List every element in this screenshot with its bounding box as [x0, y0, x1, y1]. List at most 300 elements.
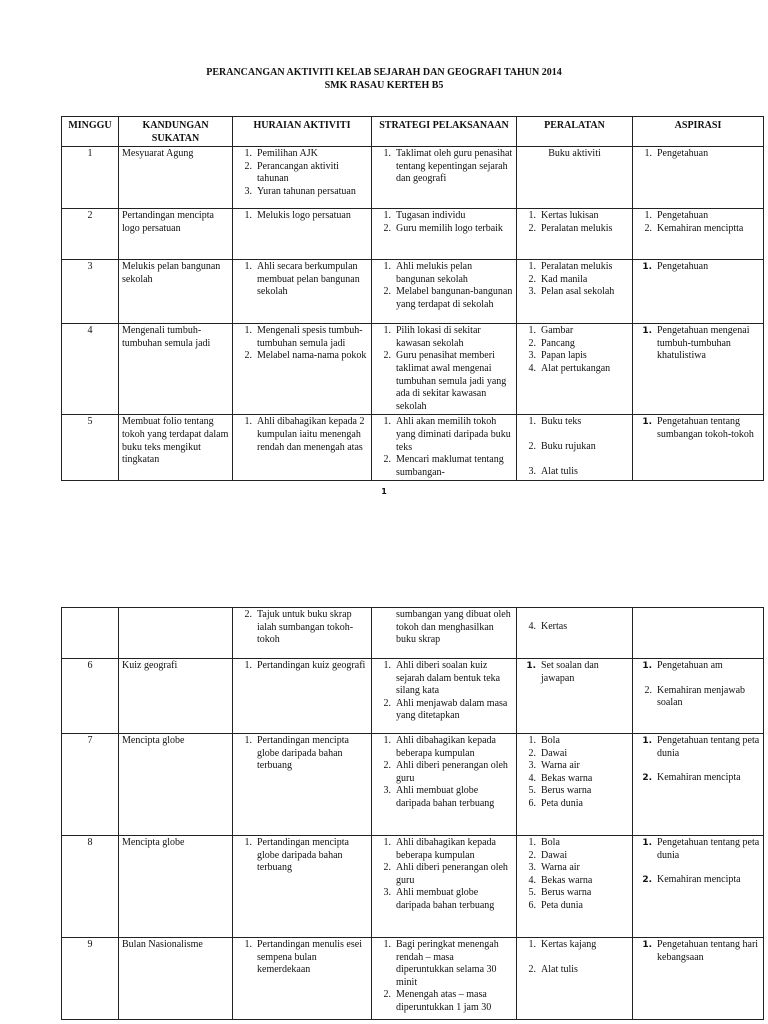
list-item-text: Pemilihan AJK [257, 148, 318, 160]
cell-peralatan [517, 260, 633, 324]
list-item-number: 2. [244, 609, 252, 620]
cell-strategi-pelaksanaan [372, 938, 517, 1020]
cell-minggu: 3 [62, 260, 119, 324]
list-item-number: 1. [244, 210, 252, 222]
list-item [520, 416, 629, 429]
list-item-number: 2. [383, 350, 391, 362]
cell-aspirasi [633, 938, 764, 1020]
cell-strategi-pelaksanaan [372, 324, 517, 415]
list-item [636, 772, 760, 785]
list-item [520, 798, 629, 811]
list-item [236, 350, 368, 363]
document-title [0, 66, 768, 92]
list-item-number: 1. [642, 262, 652, 273]
numbered-list [236, 837, 368, 875]
list-item-number: 1. [383, 210, 391, 222]
list-item [520, 964, 629, 977]
numbered-list [520, 416, 629, 478]
cell-aspirasi [633, 836, 764, 938]
list-item-text: Ahli membuat globe daripada bahan terbuang [396, 887, 495, 911]
list-item-number: 1. [244, 148, 252, 160]
numbered-list [375, 261, 513, 311]
list-item [520, 660, 629, 685]
numbered-list [636, 660, 760, 710]
list-item [636, 735, 760, 760]
cell-kandungan-sukatan: Bulan Nasionalisme [119, 938, 233, 1020]
cell-huraian-aktiviti [233, 324, 372, 415]
list-item-number: 1. [244, 416, 252, 428]
table-row [62, 147, 764, 209]
list-item-number: 2. [528, 273, 536, 285]
list-item [236, 837, 368, 875]
list-item-text: Alat tulis [541, 963, 578, 975]
list-item-number: 4. [528, 772, 536, 784]
list-item-text: Papan lapis [541, 350, 587, 362]
list-item-number: 2. [644, 222, 652, 234]
cell-aspirasi [633, 209, 764, 260]
cell-minggu: 7 [62, 734, 119, 836]
cell-huraian-aktiviti [233, 659, 372, 734]
cell-peralatan [517, 608, 633, 659]
numbered-list [636, 148, 760, 161]
list-item [375, 989, 513, 1014]
list-item [636, 660, 760, 673]
list-item-text: Mencari maklumat tentang sumbangan- [396, 454, 504, 478]
list-item-number: 2. [383, 454, 391, 466]
list-item [375, 760, 513, 785]
list-item-number: 2. [528, 337, 536, 349]
list-item-text: Ahli menjawab dalam masa yang ditetapkan [396, 697, 508, 722]
cell-huraian-aktiviti [233, 147, 372, 209]
list-item-text: Ahli secara berkumpulan membuat pelan bangunan sekolah [257, 261, 360, 298]
list-spacer [636, 673, 760, 685]
page-number: 1 [381, 487, 387, 496]
list-item-number: 1. [383, 325, 391, 337]
list-item-number: 2. [244, 160, 252, 172]
list-item-text: Kertas [541, 621, 568, 632]
list-item-text: Melabel nama-nama pokok [257, 350, 367, 362]
cell-aspirasi [633, 734, 764, 836]
cell-kandungan-sukatan: Mengenali tumbuh-tumbuhan semula jadi [119, 324, 233, 415]
list-item [236, 186, 368, 199]
document-title-line-1: PERANCANGAN AKTIVITI KELAB SEJARAH DAN GEOGRAFI TAHUN 2014 [206, 67, 562, 78]
list-item [520, 887, 629, 900]
table-row [62, 324, 764, 415]
list-item [520, 837, 629, 850]
list-item-text: Tajuk untuk buku skrap ialah sumbangan tokoh-tokoh [257, 609, 354, 646]
list-item [375, 223, 513, 236]
cell-strategi-pelaksanaan [372, 147, 517, 209]
list-item-text: Guru memilih logo terbaik [396, 222, 503, 234]
cell-peralatan: Buku aktiviti [517, 147, 633, 209]
table-row [62, 938, 764, 1020]
list-item [375, 862, 513, 887]
numbered-list [375, 735, 513, 811]
list-item-text: Perancangan aktiviti tahunan [257, 160, 339, 185]
list-item-text: Kemahiran menjawab soalan [657, 684, 746, 709]
list-spacer [520, 429, 629, 441]
list-spacer [520, 952, 629, 964]
list-item-text: Pengetahuan [657, 210, 709, 222]
cell-strategi-pelaksanaan [372, 608, 517, 659]
list-item-text: Pertandingan kuiz geografi [257, 660, 366, 671]
list-item [236, 735, 368, 773]
list-item-number: 1. [642, 940, 652, 950]
list-item-number: 2. [642, 875, 652, 886]
list-spacer [636, 760, 760, 772]
list-item-text: Ahli diberi penerangan oleh guru [396, 760, 508, 784]
list-item [520, 338, 629, 351]
list-item-text: Pelan asal sekolah [541, 286, 615, 298]
list-item [375, 837, 513, 862]
list-item-text: Berus warna [541, 887, 592, 899]
list-item-text: Pertandingan mencipta globe daripada bahan terbuang [257, 735, 349, 772]
cell-kandungan-sukatan: Mencipta globe [119, 734, 233, 836]
list-item [520, 850, 629, 863]
list-item-number: 1. [642, 417, 652, 428]
list-item [520, 785, 629, 798]
list-item [375, 454, 513, 479]
list-item [520, 862, 629, 875]
list-item-text: Bekas warna [541, 874, 593, 886]
list-item [375, 350, 513, 413]
cell-huraian-aktiviti [233, 608, 372, 659]
list-item-text: Gambar [541, 325, 574, 337]
table-row [62, 608, 764, 659]
list-item-text: Ahli dibahagikan kepada 2 kumpulan iaitu menengah rendah dan menengah atas [257, 416, 365, 453]
list-item-text: Peralatan melukis [541, 261, 613, 273]
numbered-list [636, 939, 760, 964]
list-item-text: Melukis logo persatuan [257, 210, 351, 222]
list-item [520, 748, 629, 761]
list-item-number: 5. [528, 785, 536, 797]
table-row [62, 415, 764, 481]
cell-aspirasi [633, 415, 764, 481]
cell-minggu: 8 [62, 836, 119, 938]
list-item-text: Kemahiran mencipta [657, 772, 741, 784]
numbered-list [520, 837, 629, 913]
cell-aspirasi [633, 324, 764, 415]
cell-kandungan-sukatan: Pertandingan mencipta logo persatuan [119, 209, 233, 260]
numbered-list [236, 735, 368, 773]
list-item-number: 2. [383, 697, 391, 709]
list-item-text: Bagi peringkat menengah rendah – masa diperuntukkan selama 30 minit [396, 939, 499, 988]
list-item-text: Pengetahuan tentang peta dunia [657, 735, 760, 759]
cell-peralatan [517, 734, 633, 836]
numbered-list [520, 939, 629, 976]
list-item-number: 5. [528, 887, 536, 899]
list-item-text: Berus warna [541, 785, 592, 797]
list-item [375, 416, 513, 454]
numbered-list [636, 261, 760, 274]
list-item-text: Pengetahuan [657, 261, 709, 273]
list-spacer [520, 609, 629, 621]
cell-peralatan [517, 659, 633, 734]
list-item-text: Buku teks [541, 416, 582, 428]
list-item-number: 3. [528, 286, 536, 298]
list-item-number: 2. [383, 222, 391, 234]
list-item-number: 1. [642, 838, 652, 848]
list-item-text: Alat tulis [541, 465, 578, 477]
list-item [375, 325, 513, 350]
list-item [520, 735, 629, 748]
numbered-list [375, 325, 513, 413]
list-item [636, 148, 760, 161]
table-row [62, 659, 764, 734]
list-item-text: Kertas kajang [541, 939, 597, 950]
cell-huraian-aktiviti [233, 415, 372, 481]
list-item-text: Ahli diberi soalan kuiz sejarah dalam bentuk teka silang kata [396, 660, 501, 697]
list-item [236, 261, 368, 299]
list-item-text: Kemahiran mencipta [657, 874, 741, 886]
list-item-text: Peta dunia [541, 899, 583, 911]
list-item [375, 939, 513, 989]
list-item [236, 148, 368, 161]
list-item-text: Kertas lukisan [541, 210, 599, 222]
list-item-text: Pengetahuan tentang peta dunia [657, 837, 760, 861]
cell-peralatan [517, 324, 633, 415]
strategi-continuation-text: sumbangan yang dibuat oleh tokoh dan menghasilkan buku skrap [396, 609, 511, 646]
header-aspirasi: ASPIRASI [633, 117, 764, 147]
list-item-text: Mengenali spesis tumbuh-tumbuhan semula jadi [257, 325, 363, 349]
list-item-number: 2. [642, 773, 652, 784]
table-header-row [62, 117, 764, 147]
cell-peralatan [517, 209, 633, 260]
document-title-line-2: SMK RASAU KERTEH B5 [324, 80, 444, 91]
list-item-number: 1. [644, 210, 652, 222]
list-item-number: 2. [528, 222, 536, 234]
list-item-number: 2. [528, 747, 536, 759]
numbered-list [375, 148, 513, 186]
list-item [636, 874, 760, 887]
cell-kandungan-sukatan: Melukis pelan bangunan sekolah [119, 260, 233, 324]
cell-huraian-aktiviti [233, 938, 372, 1020]
list-item [236, 161, 368, 186]
cell-minggu: 4 [62, 324, 119, 415]
numbered-list [520, 210, 629, 235]
numbered-list [636, 837, 760, 887]
list-item [375, 148, 513, 186]
list-item-text: Alat pertukangan [541, 362, 611, 374]
list-item-text: Pilih lokasi di sekitar kawasan sekolah [396, 325, 481, 349]
list-item-text: Dawai [541, 849, 568, 861]
list-item-number: 2. [383, 862, 391, 874]
list-item-number: 1. [244, 837, 252, 848]
cell-strategi-pelaksanaan [372, 260, 517, 324]
numbered-list [236, 939, 368, 977]
list-item-number: 2. [528, 963, 536, 975]
cell-strategi-pelaksanaan [372, 659, 517, 734]
numbered-list [636, 735, 760, 785]
numbered-list [236, 148, 368, 198]
activity-plan-table-page-1 [61, 116, 764, 481]
list-item [375, 698, 513, 723]
list-item-number: 4. [528, 362, 536, 374]
list-item-text: Pancang [541, 337, 575, 349]
list-item [636, 261, 760, 274]
header-strategi-pelaksanaan: STRATEGI PELAKSANAAN [372, 117, 517, 147]
list-item-text: Ahli dibahagikan kepada beberapa kumpulan [396, 735, 496, 759]
list-item-number: 1. [383, 939, 391, 950]
list-item-text: Guru penasihat memberi taklimat awal mengenai tumbuhan semula jadi yang ada di sekitar kawasan sekolah [396, 350, 507, 412]
list-item-number: 1. [383, 735, 391, 746]
list-item-text: Pengetahuan am [657, 660, 723, 671]
cell-huraian-aktiviti [233, 209, 372, 260]
list-item [375, 785, 513, 810]
list-item-text: Ahli membuat globe daripada bahan terbuang [396, 785, 495, 809]
list-item-text: Pengetahuan [657, 148, 709, 160]
list-item-text: Peta dunia [541, 797, 583, 809]
list-item [636, 685, 760, 710]
list-item-text: Pengetahuan mengenai tumbuh-tumbuhan khatulistiwa [657, 325, 750, 362]
list-item [520, 773, 629, 786]
numbered-list [520, 325, 629, 375]
list-item-number: 1. [642, 326, 652, 337]
cell-minggu: 9 [62, 938, 119, 1020]
list-item [636, 223, 760, 236]
list-item-number: 1. [244, 325, 252, 337]
list-item [520, 274, 629, 287]
list-item-text: Ahli melukis pelan bangunan sekolah [396, 261, 473, 285]
list-item [520, 466, 629, 479]
cell-strategi-pelaksanaan [372, 415, 517, 481]
list-item-text: Bekas warna [541, 772, 593, 784]
list-item-number: 1. [528, 261, 536, 273]
list-item-text: Ahli dibahagikan kepada beberapa kumpulan [396, 837, 496, 861]
list-item [520, 760, 629, 773]
table-row [62, 260, 764, 324]
list-item-text: Ahli diberi penerangan oleh guru [396, 862, 508, 886]
cell-strategi-pelaksanaan [372, 209, 517, 260]
table-row [62, 734, 764, 836]
list-item [375, 735, 513, 760]
list-item [375, 261, 513, 286]
list-item-text: Set soalan dan jawapan [541, 660, 599, 684]
cell-aspirasi [633, 608, 764, 659]
list-item-text: Melabel bangunan-bangunan yang terdapat di sekolah [396, 286, 513, 310]
list-item-text: Bola [541, 837, 560, 848]
list-item-number: 3. [528, 350, 536, 362]
cell-minggu [62, 608, 119, 659]
list-item-text: Kad manila [541, 273, 588, 285]
list-item-text: Warna air [541, 760, 580, 772]
list-item-number: 2. [383, 989, 391, 1001]
list-item-text: Warna air [541, 862, 580, 874]
list-item-number: 1. [383, 660, 391, 671]
cell-huraian-aktiviti [233, 260, 372, 324]
header-huraian-aktiviti: HURAIAN AKTIVITI [233, 117, 372, 147]
list-item [520, 325, 629, 338]
list-item-text: Ahli akan memilih tokoh yang diminati daripada buku teks [396, 416, 511, 453]
numbered-list [236, 325, 368, 363]
list-item-text: Pertandingan mencipta globe daripada bahan terbuang [257, 837, 349, 874]
list-item-number: 1. [528, 837, 536, 848]
list-item [236, 416, 368, 454]
list-item-text: Menengah atas – masa diperuntukkan 1 jam 30 [396, 989, 492, 1013]
list-item-number: 3. [383, 785, 391, 797]
list-item-number: 4. [528, 874, 536, 886]
cell-huraian-aktiviti [233, 734, 372, 836]
list-item [375, 286, 513, 311]
cell-minggu: 2 [62, 209, 119, 260]
list-item-number: 1. [383, 416, 391, 428]
list-item-text: Tugasan individu [396, 210, 466, 222]
list-item-number: 4. [528, 621, 536, 632]
list-item-number: 2. [528, 440, 536, 452]
cell-aspirasi [633, 260, 764, 324]
list-item-number: 1. [528, 325, 536, 337]
list-item-text: Buku rujukan [541, 440, 596, 452]
cell-kandungan-sukatan: Mencipta globe [119, 836, 233, 938]
cell-aspirasi [633, 147, 764, 209]
list-item-number: 3. [528, 862, 536, 874]
cell-kandungan-sukatan [119, 608, 233, 659]
list-item-number: 1. [526, 661, 536, 671]
numbered-list [375, 939, 513, 1015]
numbered-list [636, 210, 760, 235]
list-item [520, 350, 629, 363]
header-peralatan: PERALATAN [517, 117, 633, 147]
list-item [636, 416, 760, 441]
list-item [520, 939, 629, 952]
list-item-number: 1. [642, 661, 652, 671]
cell-kandungan-sukatan: Membuat folio tentang tokoh yang terdapat dalam buku teks mengikut tingkatan [119, 415, 233, 481]
cell-kandungan-sukatan: Mesyuarat Agung [119, 147, 233, 209]
list-item-number: 3. [528, 760, 536, 772]
header-minggu: MINGGU [62, 117, 119, 147]
list-item [636, 325, 760, 363]
numbered-list [520, 609, 629, 634]
list-item [520, 621, 629, 634]
list-spacer [520, 454, 629, 466]
list-item-number: 1. [244, 261, 252, 273]
list-item [520, 875, 629, 888]
cell-huraian-aktiviti [233, 836, 372, 938]
list-spacer [636, 862, 760, 874]
table-row [62, 836, 764, 938]
list-item-number: 6. [528, 797, 536, 809]
numbered-list [520, 660, 629, 685]
list-item-number: 1. [244, 735, 252, 746]
numbered-list [236, 210, 368, 223]
list-item-number: 1. [383, 148, 391, 160]
numbered-list [236, 660, 368, 673]
numbered-list [236, 261, 368, 299]
numbered-list [375, 416, 513, 479]
list-item [636, 837, 760, 862]
list-item-text: Pengetahuan tentang hari kebangsaan [657, 939, 759, 963]
list-item [520, 210, 629, 223]
list-item-number: 1. [642, 736, 652, 746]
list-item-number: 1. [383, 261, 391, 273]
numbered-list [520, 261, 629, 299]
list-item [520, 261, 629, 274]
table-row [62, 209, 764, 260]
list-item [520, 441, 629, 454]
list-item-text: Yuran tahunan persatuan [257, 185, 356, 197]
numbered-list [236, 609, 368, 647]
cell-strategi-pelaksanaan [372, 734, 517, 836]
list-item-number: 2. [383, 286, 391, 298]
list-item [236, 660, 368, 673]
cell-strategi-pelaksanaan [372, 836, 517, 938]
list-item [520, 223, 629, 236]
list-item [375, 210, 513, 223]
list-item [520, 286, 629, 299]
list-item-number: 6. [528, 899, 536, 911]
list-item [520, 363, 629, 376]
list-item-number: 1. [244, 660, 252, 671]
